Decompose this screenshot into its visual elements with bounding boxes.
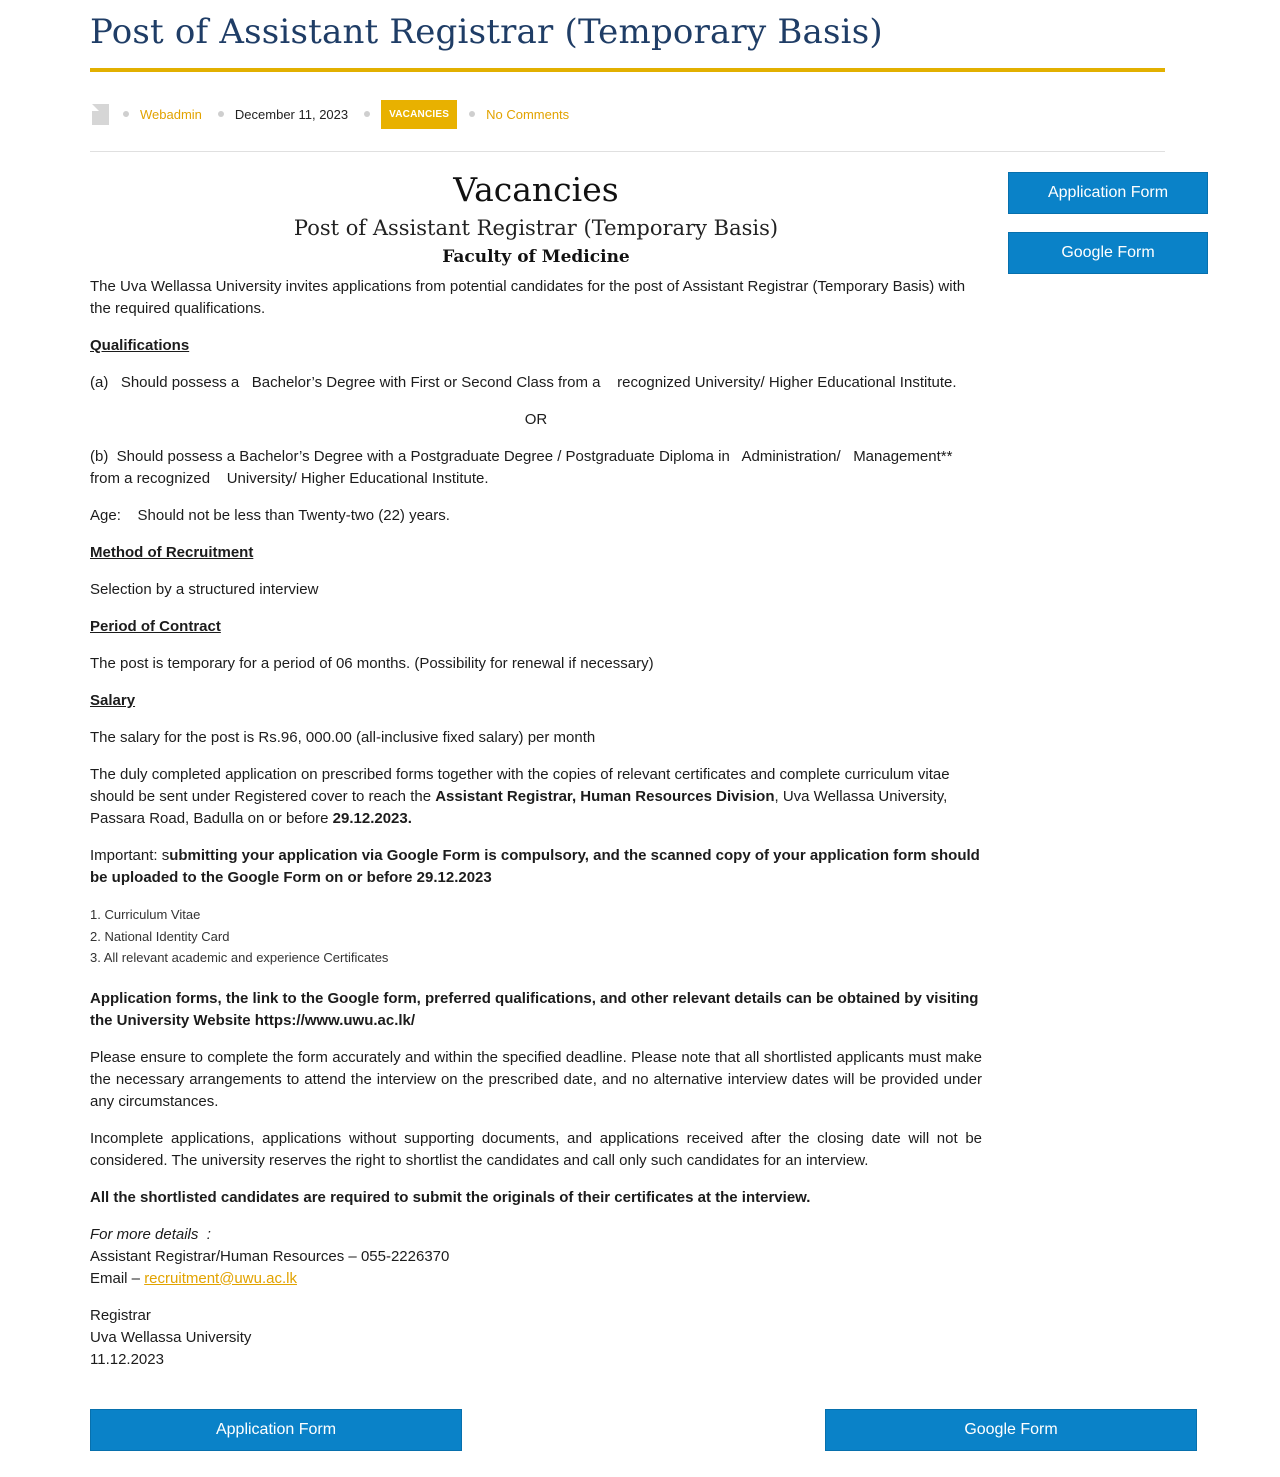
- bottom-google-form-button[interactable]: Google Form: [825, 1409, 1197, 1451]
- post-subheading: Post of Assistant Registrar (Temporary Basis): [293, 216, 779, 240]
- page-title: Post of Assistant Registrar (Temporary Basis): [90, 12, 883, 52]
- signature-title: Registrar: [90, 1306, 151, 1324]
- application-form-button[interactable]: Application Form: [1008, 172, 1208, 214]
- comments-link[interactable]: No Comments: [486, 106, 570, 122]
- submission-date: 29.12.2023.: [332, 810, 412, 827]
- category-badge[interactable]: VACANCIES: [381, 100, 457, 129]
- document-icon: [92, 104, 109, 125]
- qualifications-heading: Qualifications: [90, 337, 190, 354]
- meta-divider: [90, 151, 1165, 152]
- qualification-b: (b) Should possess a Bachelor’s Degree with a Postgraduate Degree / Postgraduate Diploma in Administration/ Management** from a recognized University/ Higher Educational Institute.: [90, 448, 953, 487]
- originals-notice: All the shortlisted candidates are required to submit the originals of their certificates at the interview.: [90, 1188, 811, 1206]
- more-details-label: For more details :: [90, 1225, 211, 1243]
- recruitment-text: Selection by a structured interview: [90, 581, 319, 598]
- application-info: Application forms, the link to the Google form, preferred qualifications, and other relevant details can be obtained by visiting the University Website https://www.uwu.ac.lk/: [90, 989, 979, 1029]
- bottom-application-form-button[interactable]: Application Form: [90, 1409, 462, 1451]
- ensure-paragraph: Please ensure to complete the form accurately and within the specified deadline. Please note that all shortlisted applicants must make the necessary arrangements to attend the interview on the prescribed date, and no alternative interview dates will be provided under any circumstances.: [90, 1048, 982, 1110]
- documents-list: [90, 904, 982, 969]
- submission-paragraph: [90, 764, 982, 830]
- incomplete-paragraph: Incomplete applications, applications without supporting documents, and applications received after the closing date will not be considered. The university reserves the right to shortlist the candidates and call only such candidates for an interview.: [90, 1129, 982, 1169]
- signature-org: Uva Wellassa University: [90, 1328, 252, 1346]
- contact-phone: Assistant Registrar/Human Resources – 055-2226370: [90, 1247, 450, 1265]
- vacancies-heading: Vacancies: [453, 170, 619, 209]
- qualification-a: (a) Should possess a Bachelor’s Degree with First or Second Class from a recognized University/ Higher Educational Institute.: [90, 374, 957, 391]
- separator-dot: [123, 111, 129, 117]
- salary-text: The salary for the post is Rs.96, 000.00 (all-inclusive fixed salary) per month: [90, 729, 596, 746]
- email-link[interactable]: recruitment@uwu.ac.lk: [144, 1269, 297, 1287]
- important-text: ubmitting your application via Google Form is compulsory, and the scanned copy of your application form should be uploaded to the Google Form on or before 29.12.2023: [90, 847, 980, 886]
- submission-recipient: Assistant Registrar, Human Resources Division: [435, 788, 775, 805]
- separator-dot: [364, 111, 370, 117]
- contract-heading: Period of Contract: [90, 618, 221, 635]
- important-prefix: Important: s: [90, 847, 170, 864]
- age-requirement: Age: Should not be less than Twenty-two (22) years.: [90, 507, 450, 524]
- intro-paragraph: The Uva Wellassa University invites applications from potential candidates for the post of Assistant Registrar (Temporary Basis) with the required qualifications.: [90, 278, 966, 317]
- separator-dot: [469, 111, 475, 117]
- title-divider: [90, 68, 1165, 72]
- google-form-button[interactable]: Google Form: [1008, 232, 1208, 274]
- salary-heading: Salary: [90, 692, 136, 709]
- submission-text: The duly completed application on prescribed forms together with the copies of relevant certificates and complete curriculum vitae should be sent under Registered cover to reach the: [90, 766, 950, 805]
- signature-date: 11.12.2023: [90, 1350, 164, 1368]
- contact-block: [90, 1224, 982, 1290]
- faculty-heading: Faculty of Medicine: [442, 247, 630, 267]
- submission-address: , Uva Wellassa University, Passara Road, Badulla on or before: [90, 788, 948, 827]
- author-link[interactable]: Webadmin: [140, 106, 202, 122]
- list-item: 1. Curriculum Vitae: [90, 907, 201, 922]
- signature-block: [90, 1305, 982, 1371]
- post-content: [90, 168, 982, 1386]
- contract-text: The post is temporary for a period of 06 months. (Possibility for renewal if necessary): [90, 655, 654, 672]
- post-date: December 11, 2023: [234, 106, 349, 122]
- recruitment-heading: Method of Recruitment: [90, 544, 254, 561]
- important-paragraph: [90, 845, 982, 889]
- email-label: Email –: [90, 1269, 145, 1287]
- separator-dot: [218, 111, 224, 117]
- or-separator: OR: [524, 411, 548, 428]
- list-item: 2. National Identity Card: [90, 928, 230, 944]
- list-item: 3. All relevant academic and experience Certificates: [90, 950, 389, 965]
- post-meta: [92, 100, 585, 128]
